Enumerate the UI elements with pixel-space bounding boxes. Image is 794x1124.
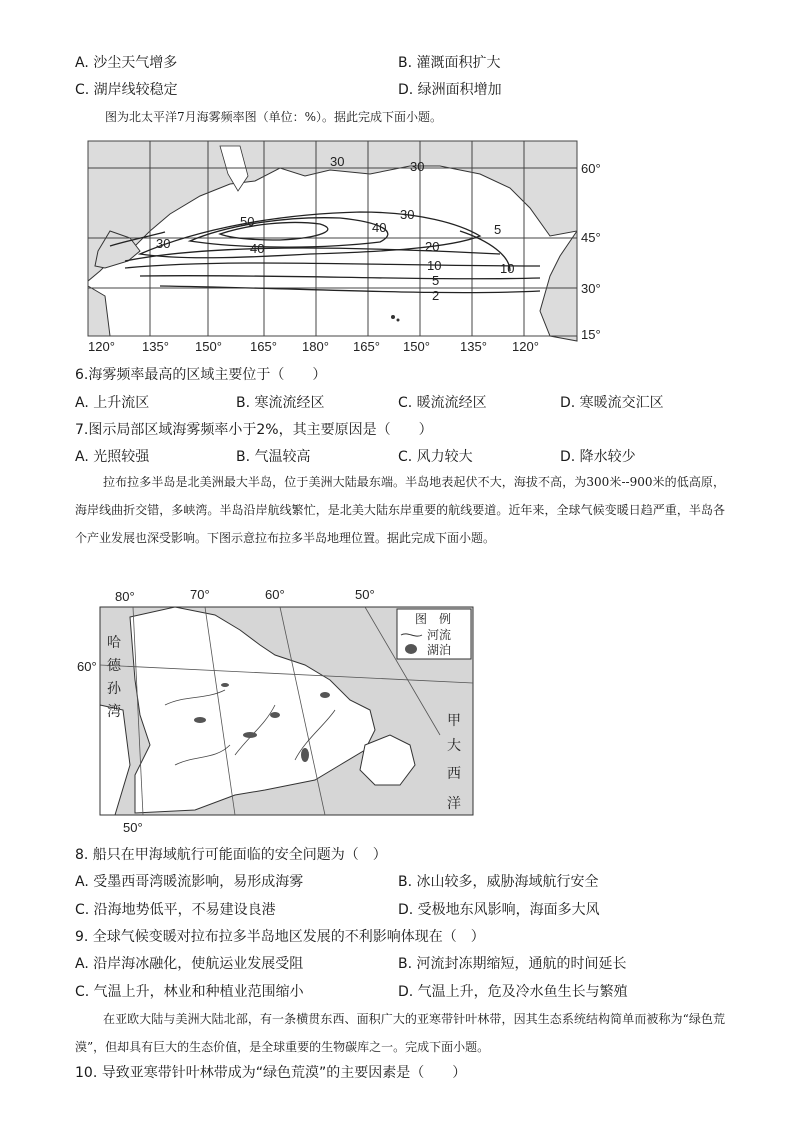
lon-label: 50° [355, 587, 375, 602]
hudson-bay-label: 孙 [107, 680, 121, 696]
option-b: B. 灌溉面积扩大 [398, 55, 501, 71]
option-a: A. 光照较强 [75, 449, 150, 465]
lon-label: 165° [353, 339, 380, 354]
passage-labrador: 拉布拉多半岛是北美洲最大半岛，位于美洲大陆最东端。半岛地表起伏不大，海拔不高，为300米--900米的低高原，海岸线曲折交错，多峡湾。半岛沿岸航线繁忙，是北美大陆东岸重要的航线要道。近年来，全球气候变暖日趋严重，半岛各个产业发展也深受影响。下图示意拉布拉多半岛地理位置。据此完成下面小题。 [75, 475, 725, 545]
option-c: C. 湖岸线较稳定 [75, 82, 178, 98]
contour-label: 5 [494, 222, 502, 237]
atlantic-label: 大 [447, 737, 461, 753]
option-d: D. 气温上升，危及冷水鱼生长与繁殖 [398, 984, 628, 1000]
lat-label: 60° [581, 161, 601, 176]
map-legend [397, 609, 471, 659]
option-a: A. 沙尘天气增多 [75, 55, 178, 71]
option-c: C. 暖流流经区 [398, 395, 487, 411]
lon-label: 80° [115, 589, 135, 604]
lon-label: 150° [403, 339, 430, 354]
option-d: D. 降水较少 [560, 449, 636, 465]
legend-river: 河流 [427, 628, 452, 642]
legend-lake: 湖泊 [427, 643, 452, 657]
contour-label: 50 [240, 214, 255, 229]
fog-frequency-map [80, 136, 610, 356]
option-c: C. 风力较大 [398, 449, 473, 465]
contour-label: 30 [156, 236, 171, 251]
figure-caption: 图为北太平洋7月海雾频率图（单位：%）。据此完成下面小题。 [105, 110, 443, 124]
contour-label: 10 [500, 261, 515, 276]
option-b: B. 寒流流经区 [236, 395, 325, 411]
lon-label: 60° [265, 587, 285, 602]
sea-jia-label: 甲 [447, 712, 461, 728]
lat-label: 30° [581, 281, 601, 296]
question-8: 8. 船只在甲海域航行可能面临的安全问题为（ ） [75, 847, 387, 863]
question-9: 9. 全球气候变暖对拉布拉多半岛地区发展的不利影响体现在（ ） [75, 929, 485, 945]
atlantic-label: 西 [447, 765, 461, 781]
lon-label: 135° [460, 339, 487, 354]
option-a: A. 受墨西哥湾暖流影响，易形成海雾 [75, 874, 304, 890]
option-b: B. 气温较高 [236, 449, 311, 465]
contour-label: 30 [400, 207, 415, 222]
passage-taiga: 在亚欧大陆与美洲大陆北部，有一条横贯东西、面积广大的亚寒带针叶林带，因其生态系统结构简单而被称为“绿色荒漠”，但却具有巨大的生态价值，是全球重要的生物碳库之一。完成下面小题。 [75, 1012, 725, 1054]
contour-label: 20 [425, 239, 440, 254]
contour-label: 30 [410, 159, 425, 174]
contour-label: 40 [372, 220, 387, 235]
option-a: A. 上升流区 [75, 395, 150, 411]
lat-label: 15° [581, 327, 601, 342]
labrador-map [75, 585, 485, 840]
question-6: 6.海雾频率最高的区域主要位于（ ） [75, 367, 327, 383]
lon-label: 150° [195, 339, 222, 354]
option-d: D. 受极地东风影响，海面多大风 [398, 902, 600, 918]
lat-label: 50° [123, 820, 143, 835]
atlantic-label: 洋 [447, 795, 461, 811]
islands [391, 315, 400, 322]
lon-label: 165° [250, 339, 277, 354]
lat-label: 60° [77, 659, 97, 674]
contour-label: 2 [432, 288, 440, 303]
option-c: C. 沿海地势低平，不易建设良港 [75, 902, 276, 918]
option-a: A. 沿岸海冰融化，使航运业发展受阻 [75, 956, 304, 972]
land-america [540, 231, 577, 341]
option-b: B. 冰山较多，威胁海域航行安全 [398, 874, 599, 890]
lon-label: 120° [512, 339, 539, 354]
option-d: D. 绿洲面积增加 [398, 82, 502, 98]
question-10: 10. 导致亚寒带针叶林带成为“绿色荒漠”的主要因素是（ ） [75, 1065, 467, 1081]
hudson-bay-label: 德 [107, 657, 121, 673]
lon-label: 120° [88, 339, 115, 354]
question-7: 7.图示局部区域海雾频率小于2%，其主要原因是（ ） [75, 422, 433, 438]
contour-label: 40 [250, 241, 265, 256]
hudson-bay-label: 湾 [107, 703, 121, 719]
option-d: D. 寒暖流交汇区 [560, 395, 664, 411]
contour-label: 5 [432, 273, 440, 288]
option-c: C. 气温上升，林业和种植业范围缩小 [75, 984, 304, 1000]
fog-contours [110, 212, 540, 293]
option-b: B. 河流封冻期缩短，通航的时间延长 [398, 956, 627, 972]
contour-label: 30 [330, 154, 345, 169]
legend-title: 图 例 [415, 612, 452, 626]
land-sw-asia [88, 286, 110, 336]
lon-label: 70° [190, 587, 210, 602]
hudson-bay-label: 哈 [107, 634, 121, 650]
contour-label: 10 [427, 258, 442, 273]
lon-label: 180° [302, 339, 329, 354]
lon-label: 135° [142, 339, 169, 354]
lat-label: 45° [581, 230, 601, 245]
